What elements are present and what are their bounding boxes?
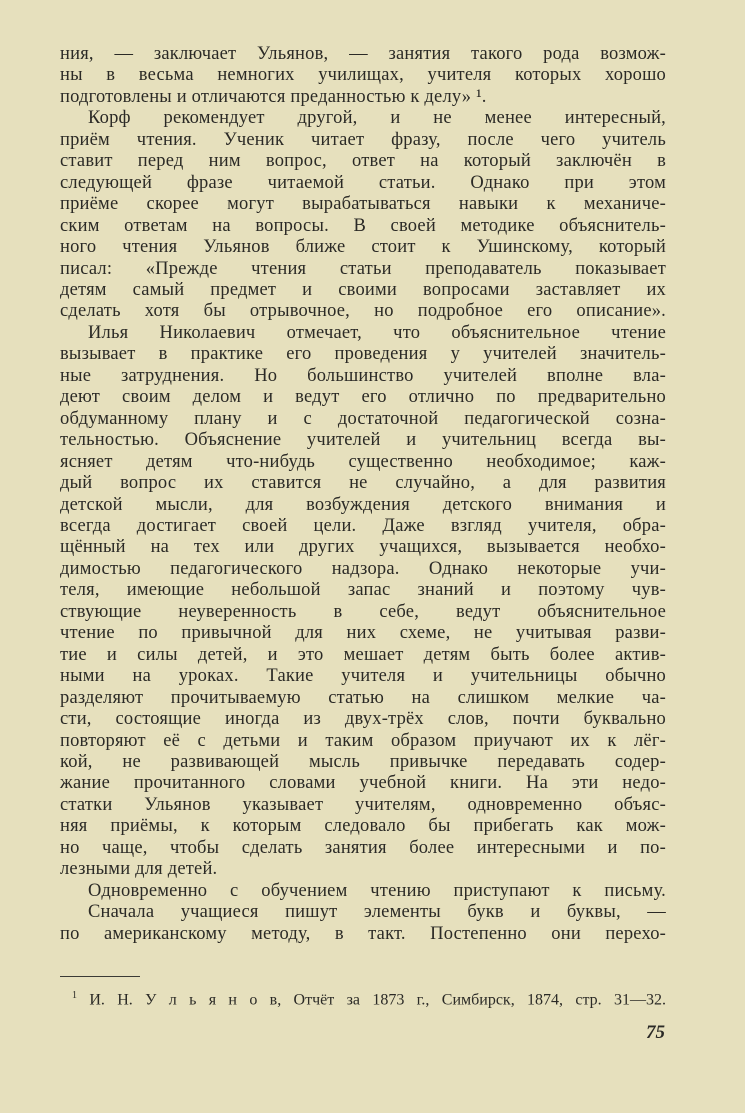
text-line: подготовлены и отличаются преданностью к делу» ¹. bbox=[60, 86, 487, 107]
text-line: приёме скорее могут вырабатываться навыки к механиче- bbox=[60, 194, 666, 215]
text-line: ния, — заключает Ульянов, — занятия такого рода возмож- bbox=[60, 44, 666, 64]
text-line: Корф рекомендует другой, и не менее интересный, bbox=[88, 108, 666, 129]
footnote-divider bbox=[60, 976, 140, 977]
text-line: лезными для детей. bbox=[60, 859, 218, 880]
text-line: ного чтения Ульянов ближе стоит к Ушинскому, который bbox=[60, 237, 666, 258]
text-line: ставит перед ним вопрос, ответ на который заключён в bbox=[60, 151, 666, 172]
text-line: писал: «Прежде чтения статьи преподаватель показывает bbox=[60, 258, 666, 279]
text-line: повторяют её с детьми и таким образом приучают их к лёг- bbox=[60, 730, 666, 751]
text-line: разделяют прочитываемую статью на слишком мелкие ча- bbox=[60, 687, 666, 708]
text-line: вызывает в практике его проведения у учителей значитель- bbox=[60, 344, 666, 365]
text-line: димостью педагогического надзора. Однако некоторые учи- bbox=[60, 558, 666, 579]
text-line: тие и силы детей, и это мешает детям быть более актив- bbox=[60, 644, 666, 665]
text-line: тельностью. Объяснение учителей и учительниц всегда вы- bbox=[60, 430, 666, 451]
text-line: ясняет детям что-нибудь существенно необходимое; каж- bbox=[60, 451, 666, 472]
text-line: дый вопрос их ставится не случайно, а для развития bbox=[60, 473, 666, 494]
text-line: чтение по привычной для них схеме, не учитывая разви- bbox=[60, 623, 666, 644]
text-line: ны в весьма немногих училищах, учителя которых хорошо bbox=[60, 65, 666, 86]
text-line: Сначала учащиеся пишут элементы букв и буквы, — bbox=[88, 902, 666, 923]
text-line: по американскому методу, в такт. Постепенно они перехо- bbox=[60, 923, 666, 944]
text-line: детской мысли, для возбуждения детского внимания и bbox=[60, 494, 666, 515]
text-line: ским ответам на вопросы. В своей методике объяснитель- bbox=[60, 215, 666, 236]
text-line: ные затруднения. Но большинство учителей вполне вла- bbox=[60, 365, 666, 386]
text-line: ствующие неуверенность в себе, ведут объяснительное bbox=[60, 601, 666, 622]
text-line: няя приёмы, к которым следовало бы прибегать как мож- bbox=[60, 816, 666, 837]
page-number: 75 bbox=[646, 1022, 665, 1043]
footnote-text: И. Н. У л ь я н о в, Отчёт за 1873 г., Симбирск, 1874, стр. 31—32. bbox=[89, 991, 667, 1009]
text-line: сделать хотя бы отрывочное, но подробное его описание». bbox=[60, 301, 666, 322]
text-line: детям самый предмет и своими вопросами заставляет их bbox=[60, 279, 666, 300]
text-line: всегда достигает своей цели. Даже взгляд учителя, обра- bbox=[60, 515, 666, 536]
text-line: жание прочитанного словами учебной книги. На эти недо- bbox=[60, 773, 666, 794]
footnote bbox=[72, 990, 666, 1009]
text-line: обдуманному плану и с достаточной педагогической созна- bbox=[60, 408, 666, 429]
text-line: но чаще, чтобы сделать занятия более интересными и по- bbox=[60, 837, 666, 858]
text-line: сти, состоящие иногда из двух-трёх слов, почти буквально bbox=[60, 709, 666, 730]
text-line: деют своим делом и ведут его отлично по предварительно bbox=[60, 387, 666, 408]
text-line: статки Ульянов указывает учителям, одновременно объяс- bbox=[60, 794, 666, 815]
text-line: Одновременно с обучением чтению приступают к письму. bbox=[88, 880, 666, 901]
text-line: Илья Николаевич отмечает, что объяснительное чтение bbox=[88, 322, 666, 343]
body-text bbox=[60, 44, 666, 945]
text-line: кой, не развивающей мысль привычке передавать содер- bbox=[60, 751, 666, 772]
text-line: щённый на тех или других учащихся, вызывается необхо- bbox=[60, 537, 666, 558]
footnote-marker: 1 bbox=[72, 990, 77, 1001]
text-line: приём чтения. Ученик читает фразу, после чего учитель bbox=[60, 129, 666, 150]
text-line: ными на уроках. Такие учителя и учительницы обычно bbox=[60, 666, 666, 687]
text-line: следующей фразе читаемой статьи. Однако при этом bbox=[60, 172, 666, 193]
text-line: теля, имеющие небольшой запас знаний и поэтому чув- bbox=[60, 580, 666, 601]
